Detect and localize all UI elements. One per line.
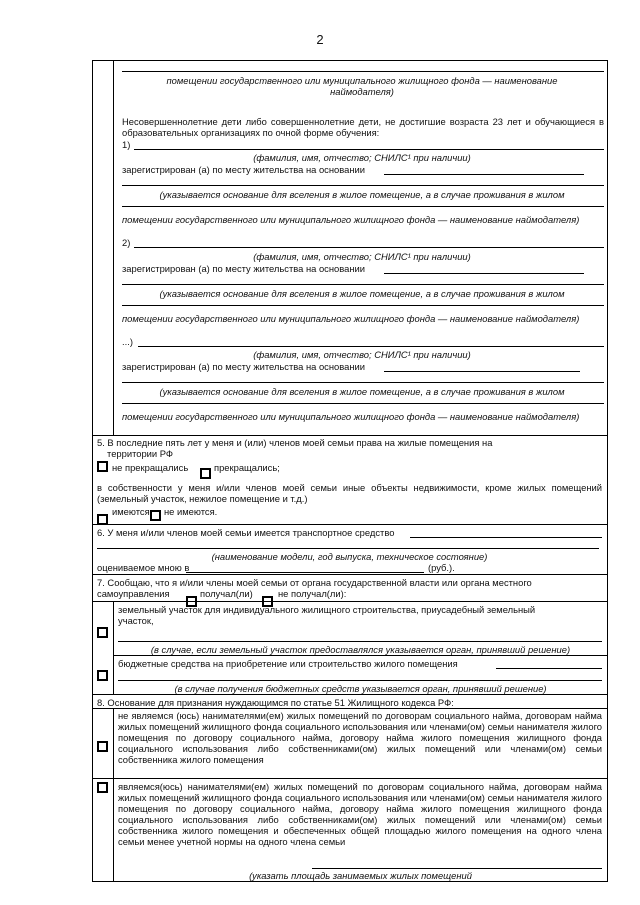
child-number: ...)	[122, 336, 133, 347]
section-7-text: самоуправления	[97, 588, 170, 599]
option-have-label: имеются	[112, 506, 150, 517]
budget-input[interactable]	[496, 668, 602, 669]
checkbox-budget[interactable]	[97, 670, 108, 681]
option-tenant-text: являемся(юсь) нанимателями(ем) жилых помещений по договорам социального найма, договорам найма жилых помещений жилищного фонда социального использования или членами(ом) семьи нанимателя жилого помещения по договору социального найма, договору найма жилого помещения жилищного фонда социального использования либо собственниками(ом) жилых помещений или членами(ом) семьи собственника жилого помещения и обеспеченных общей площадью жилого помещения на одного члена семьи менее учетной нормы на одного члена семьи	[118, 781, 602, 847]
hint-vehicle: (наименование модели, год выпуска, техническое состояние)	[211, 551, 488, 562]
hint-area: (указать площадь занимаемых жилых помещений	[249, 870, 472, 881]
vehicle-input[interactable]	[410, 537, 602, 538]
hint-landlord: помещении государственного или муниципального жилищного фонда — наименование	[166, 75, 558, 86]
hint-fio: (фамилия, имя, отчество; СНИЛС¹ при наличии)	[253, 251, 471, 262]
hint-landlord: наймодателя)	[330, 86, 394, 97]
section-8-title: 8. Основание для признания нуждающимся по статье 51 Жилищного кодекса РФ:	[97, 697, 454, 708]
fio-input[interactable]	[134, 247, 604, 248]
basis-input[interactable]	[122, 403, 604, 404]
fio-input[interactable]	[138, 346, 604, 347]
section-5-text: территории РФ	[107, 448, 174, 459]
basis-input[interactable]	[384, 273, 584, 274]
basis-input[interactable]	[122, 185, 604, 186]
hint-budget: (в случае получения бюджетных средств указывается орган, принявший решение)	[174, 683, 547, 694]
checkbox-not-stopped[interactable]	[97, 461, 108, 472]
checkbox-tenant[interactable]	[97, 782, 108, 793]
land-text: земельный участок для индивидуального жилищного строительства, приусадебный земельный	[118, 604, 536, 615]
hint-fio: (фамилия, имя, отчество; СНИЛС¹ при наличии)	[253, 349, 471, 360]
registered-label: зарегистрирован (а) по месту жительства на основании	[122, 263, 365, 274]
land-input[interactable]	[118, 641, 602, 642]
option-not-received-label: не получал(ли):	[278, 588, 347, 599]
option-have-not-label: не имеются.	[164, 506, 218, 517]
column-divider	[113, 708, 114, 882]
basis-input[interactable]	[384, 174, 584, 175]
basis-input[interactable]	[122, 305, 604, 306]
row-divider	[92, 601, 608, 602]
row-divider	[92, 694, 608, 695]
ownership-text: в собственности у меня и/или членов моей семьи иные объекты недвижимости, кроме жилых помещений (земельный участок, нежилое помещение и т.д.)	[97, 482, 602, 504]
row-divider	[92, 574, 608, 575]
hint-basis: (указывается основание для вселения в жилое помещение, а в случае проживания в жилом	[159, 288, 565, 299]
basis-input[interactable]	[122, 206, 604, 207]
option-received-label: получал(ли)	[200, 588, 253, 599]
hint-basis: (указывается основание для вселения в жилое помещение, а в случае проживания в жилом	[159, 189, 565, 200]
basis-input[interactable]	[122, 382, 604, 383]
checkbox-land[interactable]	[97, 627, 108, 638]
row-divider	[92, 708, 608, 709]
basis-input[interactable]	[122, 284, 604, 285]
hint-fio: (фамилия, имя, отчество; СНИЛС¹ при наличии)	[253, 152, 471, 163]
checkbox-stopped[interactable]	[200, 468, 211, 479]
registered-label: зарегистрирован (а) по месту жительства на основании	[122, 361, 365, 372]
hint-landlord-full: помещении государственного или муниципального жилищного фонда — наименование наймодателя)	[122, 313, 580, 324]
currency-label: (руб.).	[428, 562, 455, 573]
area-input[interactable]	[312, 868, 602, 869]
page-number: 2	[316, 32, 324, 47]
hint-basis: (указывается основание для вселения в жилое помещение, а в случае проживания в жилом	[159, 386, 565, 397]
section-7-text: 7. Сообщаю, что я и/или члены моей семьи от органа государственной власти или органа местного	[97, 577, 532, 588]
section-6-text: 6. У меня и/или членов моей семьи имеется транспортное средство	[97, 527, 395, 538]
option-stopped-label: прекращались;	[214, 462, 280, 473]
valued-label: оцениваемое мною в	[97, 562, 190, 573]
fio-input[interactable]	[134, 149, 604, 150]
landlord-line	[122, 71, 604, 72]
column-divider	[113, 60, 114, 435]
basis-input[interactable]	[384, 371, 580, 372]
vehicle-input[interactable]	[97, 548, 599, 549]
hint-landlord-full: помещении государственного или муниципального жилищного фонда — наименование наймодателя)	[122, 214, 580, 225]
checkbox-have-not[interactable]	[150, 510, 161, 521]
row-divider	[113, 655, 608, 656]
child-number: 1)	[122, 139, 131, 150]
child-number: 2)	[122, 237, 131, 248]
hint-land: (в случае, если земельный участок предоставлялся указывается орган, принявший решение)	[150, 644, 571, 655]
land-text: участок,	[118, 615, 154, 626]
option-not-tenant-text: не являемся (юсь) нанимателями(ем) жилых помещений по договорам социального найма, договорам найма жилых помещений жилищного фонда социального использования или членами(ом) семьи нанимателя жилого помещения по договору социального найма, договору найма жилого помещения жилищного фонда социального использования либо собственниками(ом) жилых помещений или членами(ом) семьи собственника жилого помещения	[118, 710, 602, 765]
row-divider	[92, 778, 608, 779]
children-intro: Несовершеннолетние дети либо совершеннолетние дети, не достигшие возраста 23 лет и обучающиеся в образовательных организациях по очной форме обучения:	[122, 116, 604, 138]
registered-label: зарегистрирован (а) по месту жительства на основании	[122, 164, 365, 175]
budget-text: бюджетные средства на приобретение или строительство жилого помещения	[118, 658, 458, 669]
option-not-stopped-label: не прекращались	[112, 462, 189, 473]
row-divider	[92, 524, 608, 525]
checkbox-not-tenant[interactable]	[97, 741, 108, 752]
row-divider	[92, 435, 608, 436]
value-input[interactable]	[186, 572, 424, 573]
section-5-text: 5. В последние пять лет у меня и (или) членов моей семьи права на жилые помещения на	[97, 437, 493, 448]
budget-input[interactable]	[118, 680, 602, 681]
hint-landlord-full: помещении государственного или муниципального жилищного фонда — наименование наймодателя)	[122, 411, 580, 422]
